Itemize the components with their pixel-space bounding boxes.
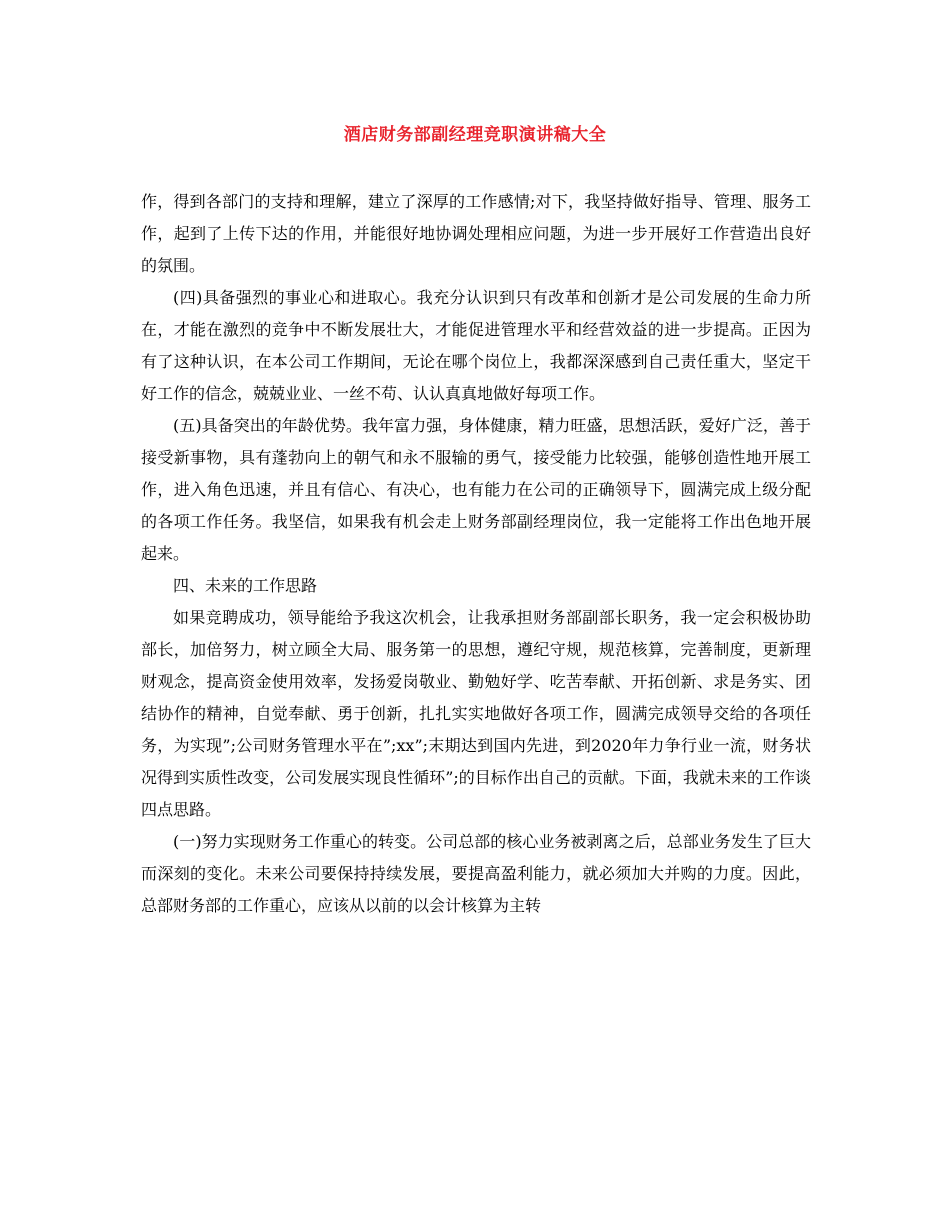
document-title: 酒店财务部副经理竞职演讲稿大全 [343,125,607,145]
document-body [141,186,811,922]
paragraph-commitment: 如果竞聘成功，领导能给予我这次机会，让我承担财务部副部长职务，我一定会积极协助部长，加倍努力，树立顾全大局、服务第一的思想，遵纪守规，规范核算，完善制度，更新理财观念，提高资金使用效率，发扬爱岗敬业、勤勉好学、吃苦奉献、开拓创新、求是务实、团结协作的精神，自觉奉献、勇于创新，扎扎实实地做好各项工作，圆满完成领导交给的各项任务，为实现”;公司财务管理水平在”;xx”;末期达到国内先进，到2020年力争行业一流，财务状况得到实质性改变，公司发展实现良性循环”;的目标作出自己的贡献。下面，我就未来的工作谈四点思路。 [141,608,811,819]
paragraph-age-advantage: (五)具备突出的年龄优势。我年富力强，身体健康，精力旺盛，思想活跃，爱好广泛，善于接受新事物，具有蓬勃向上的朝气和永不服输的勇气，接受能力比较强，能够创造性地开展工作，进入角色迅速，并且有信心、有决心，也有能力在公司的正确领导下，圆满完成上级分配的各项工作任务。我坚信，如果我有机会走上财务部副经理岗位，我一定能将工作出色地开展起来。 [141,416,811,563]
paragraph-continuation: 作，得到各部门的支持和理解，建立了深厚的工作感情;对下，我坚持做好指导、管理、服务工作，起到了上传下达的作用，并能很好地协调处理相应问题，为进一步开展好工作营造出良好的氛围。 [141,192,811,275]
paragraph-focus-shift: (一)努力实现财务工作重心的转变。公司总部的核心业务被剥离之后，总部业务发生了巨大而深刻的变化。未来公司要保持持续发展，要提高盈利能力，就必须加大并购的力度。因此，总部财务部的工作重心，应该从以前的以会计核算为主转 [141,832,811,915]
paragraph-career-ambition: (四)具备强烈的事业心和进取心。我充分认识到只有改革和创新才是公司发展的生命力所在，才能在激烈的竞争中不断发展壮大，才能促进管理水平和经营效益的进一步提高。正因为有了这种认识，在本公司工作期间，无论在哪个岗位上，我都深深感到自己责任重大，坚定干好工作的信念，兢兢业业、一丝不苟、认认真真地做好每项工作。 [141,288,811,403]
section-heading-future-plan: 四、未来的工作思路 [173,576,318,595]
